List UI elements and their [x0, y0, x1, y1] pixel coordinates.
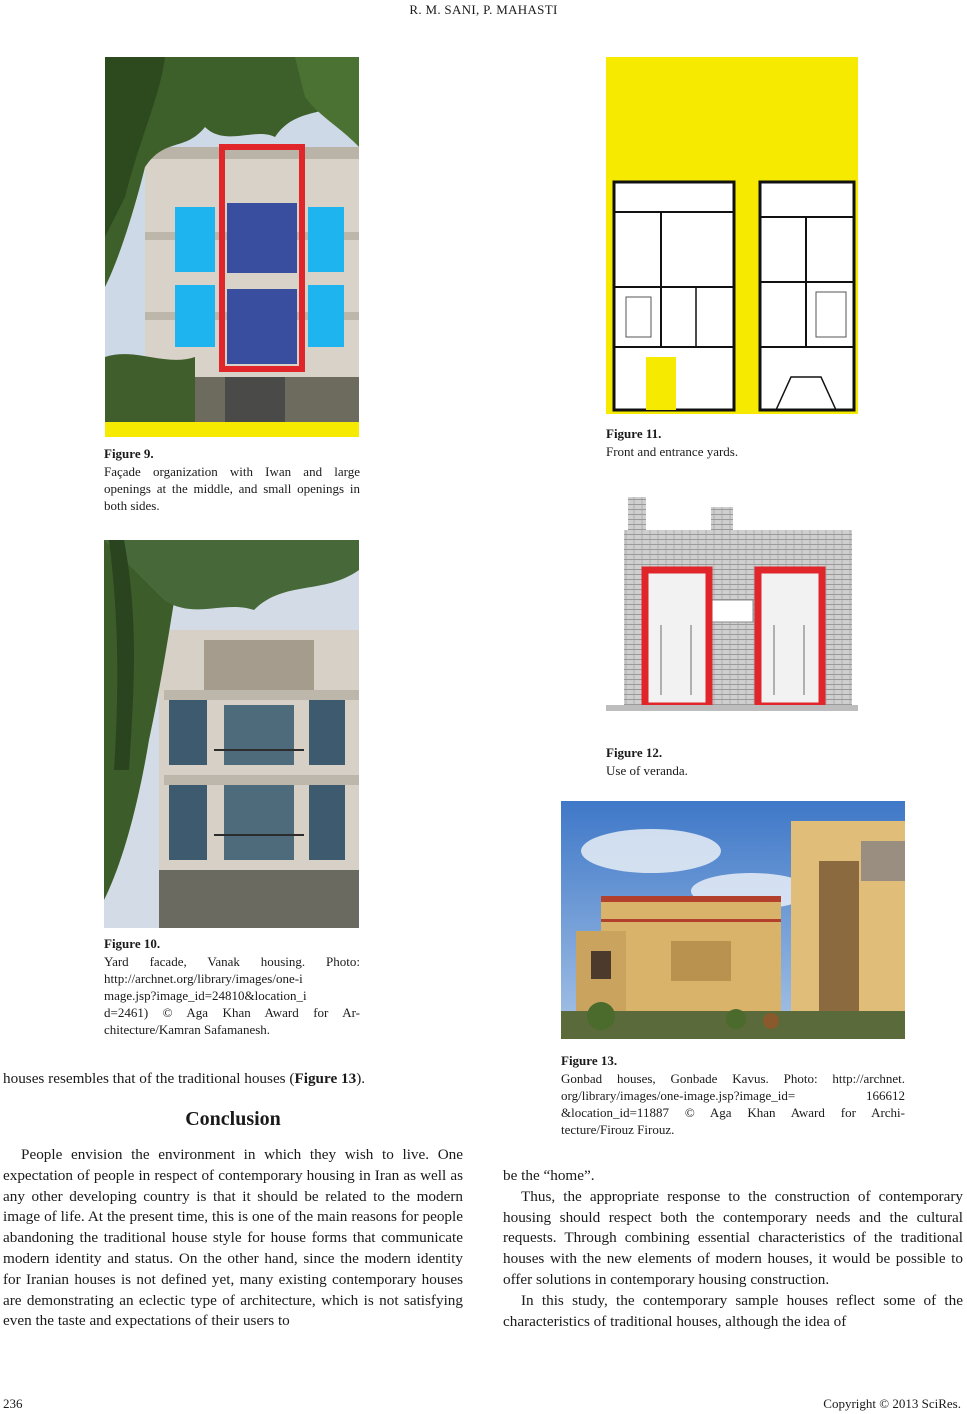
figure-11-label: Figure 11.	[606, 426, 662, 441]
figure-10-caption-line: chitecture/Kamran Safamanesh.	[104, 1022, 271, 1037]
figure-13-caption-line: org/library/images/one-image.jsp?image_id= 166612	[561, 1088, 905, 1103]
figure-12-image	[606, 485, 858, 730]
lead-text: houses resembles that of the traditional houses (	[3, 1070, 295, 1087]
figure-9-caption: Façade organization with Iwan and large openings at the middle, and small openings in both sides.	[104, 464, 360, 513]
page-number: 236	[3, 1396, 23, 1411]
conclusion-paragraph-1	[3, 1145, 463, 1332]
figure-9-image	[105, 57, 359, 437]
figure-11-caption: Front and entrance yards.	[606, 444, 739, 459]
figure-11-image	[606, 57, 858, 414]
figure-12-caption: Use of veranda.	[606, 763, 688, 778]
figure-10-caption-line: Yard facade, Vanak housing. Photo:	[104, 954, 360, 969]
figure-12-label: Figure 12.	[606, 745, 663, 760]
figure-9-label: Figure 9.	[104, 446, 154, 461]
continuation-line: be the “home”.	[503, 1167, 595, 1184]
figure-13-image	[561, 801, 905, 1039]
figure-10-caption-line: d=2461) © Aga Khan Award for Ar-	[104, 1005, 360, 1020]
figure-13-caption	[561, 1070, 905, 1138]
figure-13-reference[interactable]: Figure 13	[294, 1070, 357, 1087]
figure-13-label: Figure 13.	[561, 1053, 618, 1068]
paragraph: Thus, the appropriate response to the construction of contemporary housing should respect both the contemporary needs and the cultural requests. Through combining essential characteristics of the traditional houses with the new elements of modern houses, it would be possible to offer solutions in contemporary housing construction.	[503, 1187, 963, 1288]
figure-13-caption-line: Gonbad houses, Gonbade Kavus. Photo: http://archnet.	[561, 1071, 905, 1086]
right-column-text	[503, 1166, 963, 1332]
figure-13-caption-line: &location_id=11887 © Aga Khan Award for Archi-	[561, 1105, 905, 1120]
copyright-notice: Copyright © 2013 SciRes.	[823, 1396, 961, 1411]
lead-text-end: ).	[356, 1070, 366, 1087]
figure-10-label: Figure 10.	[104, 936, 161, 951]
figure-10-caption	[104, 953, 360, 1038]
figure-13-caption-line: tecture/Firouz Firouz.	[561, 1122, 675, 1137]
running-head: R. M. SANI, P. MAHASTI	[409, 2, 558, 17]
paragraph: People envision the environment in which they wish to live. One expectation of people in respect of contemporary housing in Iran as well as any other developing country is that it should be related to the modern image of life. At the present time, this is one of the main reasons for people abandoning the traditional house style for house forms that communicate modern identity and status. On the other hand, since the modern identity for Iranian houses is not defined yet, many existing contemporary houses are demonstrating an eclectic type of architecture, which is not satisfying even the taste and expectations of their users to	[3, 1146, 463, 1330]
paragraph: In this study, the contemporary sample houses reflect some of the characteristics of traditional houses, although the idea of	[503, 1291, 963, 1330]
conclusion-heading: Conclusion	[185, 1108, 281, 1130]
figure-10-caption-line: http://archnet.org/library/images/one-i	[104, 971, 303, 986]
figure-10-caption-line: mage.jsp?image_id=24810&location_i	[104, 988, 307, 1003]
figure-10-image	[104, 540, 359, 928]
left-column-lead	[3, 1069, 463, 1090]
